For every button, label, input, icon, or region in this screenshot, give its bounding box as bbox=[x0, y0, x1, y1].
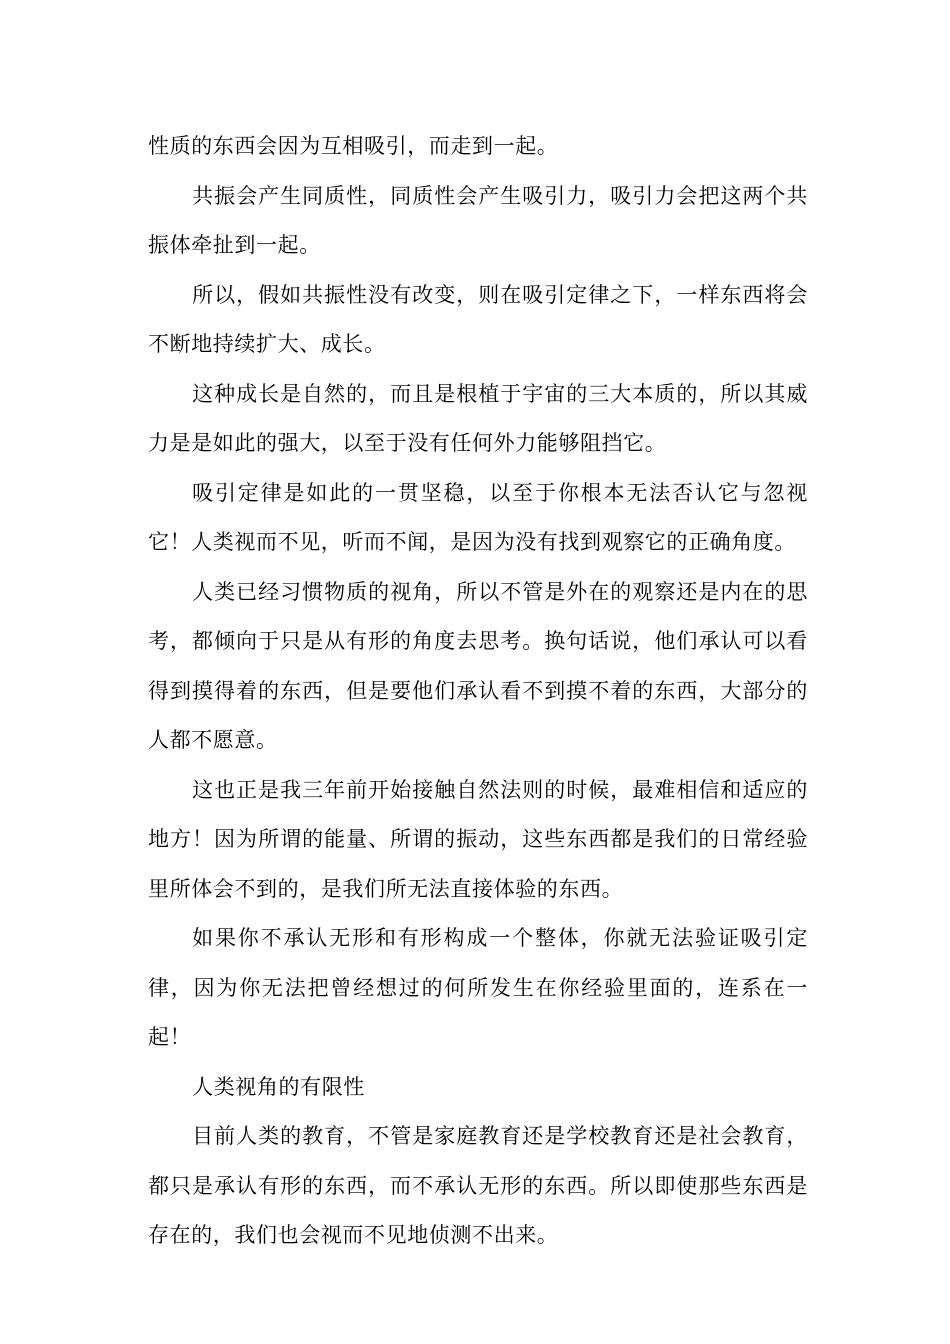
body-text bbox=[148, 122, 808, 1261]
paragraph-7: 这也正是我三年前开始接触自然法则的时候，最难相信和适应的地方！因为所谓的能量、所谓的振动，这些东西都是我们的日常经验里所体会不到的，是我们所无法直接体验的东西。 bbox=[148, 777, 808, 901]
paragraph-5: 吸引定律是如此的一贯坚稳，以至于你根本无法否认它与忽视它！人类视而不见，听而不闻，是因为没有找到观察它的正确角度。 bbox=[148, 480, 808, 554]
paragraph-3: 所以，假如共振性没有改变，则在吸引定律之下，一样东西将会不断地持续扩大、成长。 bbox=[148, 282, 808, 356]
paragraph-1: 性质的东西会因为互相吸引，而走到一起。 bbox=[148, 134, 559, 158]
section-heading: 人类视角的有限性 bbox=[192, 1074, 365, 1099]
paragraph-9: 目前人类的教育，不管是家庭教育还是学校教育还是社会教育，都只是承认有形的东西，而不承认无形的东西。所以即使那些东西是存在的，我们也会视而不见地侦测不出来。 bbox=[148, 1124, 808, 1247]
paragraph-4: 这种成长是自然的，而且是根植于宇宙的三大本质的，所以其威力是是如此的强大，以至于没有任何外力能够阻挡它。 bbox=[148, 381, 808, 455]
paragraph-6: 人类已经习惯物质的视角，所以不管是外在的观察还是内在的思考，都倾向于只是从有形的角度去思考。换句话说，他们承认可以看得到摸得着的东西，但是要他们承认看不到摸不着的东西，大部分的人都不愿意。 bbox=[148, 579, 808, 752]
paragraph-2: 共振会产生同质性，同质性会产生吸引力，吸引力会把这两个共振体牵扯到一起。 bbox=[148, 183, 808, 257]
paragraph-8: 如果你不承认无形和有形构成一个整体，你就无法验证吸引定律，因为你无法把曾经想过的何所发生在你经验里面的，连系在一起！ bbox=[148, 926, 808, 1049]
